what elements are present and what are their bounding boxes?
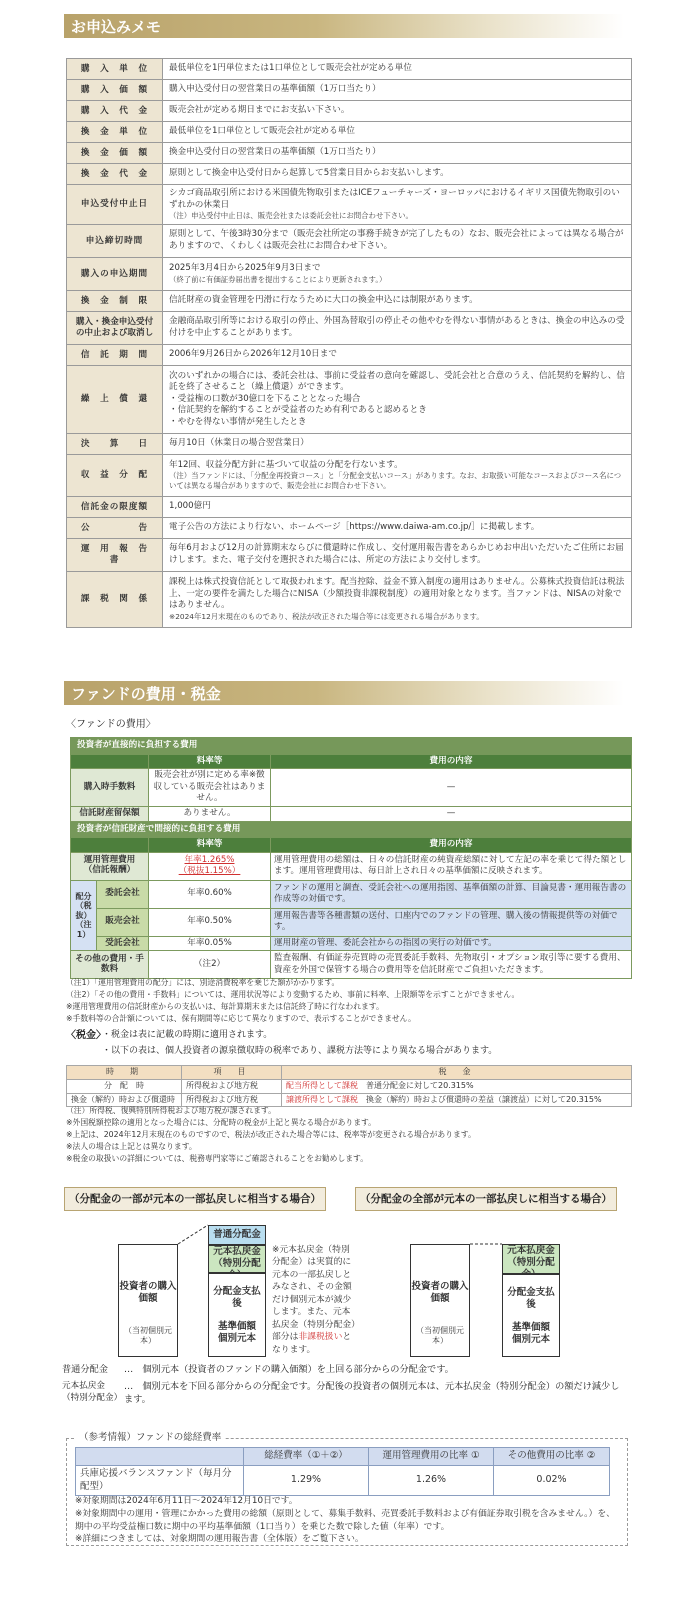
note-line: ※法人の場合は上記とは異なります。 [66,1142,197,1152]
note-line: ※対象期間中の運用・管理にかかった費用の総額（原則として、募集手数料、売買委託手数料および有価証券取引税を含みません。）を、期中の平均受益権口数に期中の平均基準価額（1口当り）を乗じた数で除した値（年率）です。 [75,1508,615,1532]
fee-content: — [271,806,632,821]
dist-right-title: （分配金の全部が元本の一部払戻しに相当する場合） [355,1187,617,1211]
fee-key: （信託報酬） [83,865,136,876]
fee-content: 運用報告書等各種書類の送付、口座内でのファンドの管理、購入後の情報提供等の対価です。 [271,908,632,936]
tax-rate: 普通分配金に対して20.315% [366,1080,474,1090]
memo-key: 繰 上 償 還 [67,366,163,434]
fee-band-indirect: 投資者が信託財産で間接的に負担する費用 [71,821,632,838]
note-line: ※外国税額控除の適用となった場合には、分配時の税金が上記と異なる場合があります。 [66,1118,376,1128]
note-line: ※上記は、2024年12月末現在のものですので、税法が改正された場合等には、税率等が変更される場合があります。 [66,1130,476,1140]
column-header: 料率等 [149,754,271,769]
refund-explanation [272,1244,358,1356]
fee-content: 監査報酬、有価証券売買時の売買委託手数料、先物取引・オプション取引等に要する費用、資産を外国で保管する場合の費用等を信託財産でご負担いただきます。 [271,951,632,979]
expl-text: となります。 [272,1332,352,1355]
column-header: その他費用の比率 ② [494,1448,610,1466]
column-header: 費用の内容 [271,754,632,769]
list-item: ・信託契約を解約することが受益者のため有利であると認めるとき [169,405,427,416]
column-header: 項 目 [182,1066,282,1080]
def-normal-value: … 個別元本（投資者のファンドの購入価額）を上回る部分からの分配金です。 [124,1364,454,1375]
list-item: ・受益権の口数が30億口を下ることとなった場合 [169,393,361,404]
memo-value: 原則として換金申込受付日から起算して5営業日目からお支払いします。 [163,164,632,185]
investor-box-left [118,1244,178,1357]
memo-key: 申込締切時間 [67,225,163,258]
note-line: ※運用管理費用の信託財産からの支払いは、毎計算期末または信託終了時に行なわれます。 [66,1002,384,1012]
note-line: （注2）「その他の費用・手数料」については、運用状況等により変動するため、事前に料率、上限額等を示すことができません。 [66,990,520,1000]
memo-note: （注）当ファンドには、「分配金再投資コース」と「分配金支払いコース」があります。なお、お取扱い可能なコースおよびコース名については異なる場合がありますので、販売会社にお問合わせ下さい。 [169,471,622,491]
memo-key: 購 入 代 金 [67,101,163,122]
total-expense-ratio: 1.29% [244,1465,369,1496]
memo-value: シカゴ商品取引所における米国債先物取引またはICEフューチャーズ・ヨーロッパにおけるイギリス国債先物取引のいずれかの休業日 [169,187,620,210]
dist-left-title: （分配金の一部が元本の一部払戻しに相当する場合） [64,1187,326,1211]
after-label: 分配金支払後 [213,1286,261,1310]
fee-content: 運用管理費用の総額は、日々の信託財産の純資産総額に対して左記の率を乗じて得た額とします。運用管理費用は、毎日計上され日々の基準価額に反映されます。 [271,852,632,880]
fees-section-title: ファンドの費用・税金 [64,681,624,705]
after-label: 分配金支払後 [507,1287,555,1311]
memo-key: 運 用 報 告 書 [67,539,163,572]
memo-key: 換 金 代 金 [67,164,163,185]
base-price-label: 基準価額 [217,1320,256,1332]
def-refund-key: 元本払戻金（特別分配金） [62,1381,123,1404]
fee-content: 運用財産の管理、委託会社からの指図の実行の対価です。 [271,936,632,951]
fee-key: 運用管理費用 [83,855,136,866]
normal-distribution-block: 普通分配金 [208,1225,266,1245]
memo-value: 毎月10日（休業日の場合翌営業日） [163,434,632,455]
tax-label: 〈税金〉 [66,1030,106,1041]
note-line: ※対象期間は2024年6月11日～2024年12月10日です。 [75,1496,298,1506]
column-header: 運用管理費用の比率 ① [369,1448,494,1466]
tax-rate: 換金（解約）時および償還時の差益（譲渡益）に対して20.315% [366,1094,602,1104]
memo-key: 信 託 期 間 [67,345,163,366]
note-line: ※詳細につきましては、対象期間の運用報告書（全体版）をご覧下さい。 [75,1534,364,1545]
individual-principal-label: 個別元本 [217,1333,256,1345]
memo-key: 購 入 単 位 [67,59,163,80]
note-line: ※税金の取扱いの詳細については、税務専門家等にご確認されることをお勧めします。 [66,1154,369,1164]
column-header: 時 期 [67,1066,182,1080]
tax-type: 譲渡所得として課税 [286,1094,358,1104]
def-refund-value: … 個別元本を下回る部分からの分配金です。分配後の投資者の個別元本は、元本払戻金（特別分配金）の額だけ減少します。 [124,1381,620,1406]
dashed-connector [178,1225,208,1244]
fee-rate: 販売会社が別に定める率※徴収している販売会社はありません。 [149,769,271,807]
memo-key: 公 告 [67,518,163,539]
tax-item: 所得税および地方税 [182,1093,282,1107]
fee-key: 信託財産留保額 [71,806,149,821]
memo-value: 原則として、午後3時30分まで（販売会社所定の事務手続きが完了したもの）なお、販売会社によっては異なる場合がありますので、くわしくは販売会社にお問合わせ下さい。 [163,225,632,258]
memo-value: 1,000億円 [163,497,632,518]
note-line: ※手数料等の合計額については、保有期間等に応じて異なりますので、表示することができません。 [66,1014,416,1024]
base-price-label: 基準価額 [511,1321,550,1333]
def-normal-key: 普通分配金 [62,1364,108,1375]
memo-key: 購 入 価 額 [67,80,163,101]
memo-key: 信託金の限度額 [67,497,163,518]
memo-value: 課税上は株式投資信託として取扱われます。配当控除、益金不算入制度の適用はありません。公募株式投資信託は税法上、一定の要件を満たした場合にNISA（少額投資非課税制度）の適用対象となります。当ファンドは、NISAの対象ではありません。 [169,577,625,611]
memo-key: 購入の申込期間 [67,258,163,291]
expl-text: ※元本払戻金（特別分配金）は実質的に元本の一部払戻しとみなされ、その金額だけ個別元本が減少します。また、元本払戻金（特別分配金）部分は [272,1245,356,1343]
memo-note: （注）申込受付中止日は、販売会社または委託会社にお問合わせ下さい。 [169,211,413,221]
column-header: 料率等 [149,838,271,853]
memo-value: 電子公告の方法により行ない、ホームページ［https://www.daiwa-am.co.jp/］に掲載します。 [163,518,632,539]
table-row [76,1448,610,1466]
memo-value: 信託財産の資金管理を円滑に行なうために大口の換金申込には制限があります。 [163,291,632,312]
tax-item: 所得税および地方税 [182,1079,282,1093]
fee-key: 委託会社 [97,880,149,908]
fund-name: 兵庫応援バランスファンド（毎月分配型） [76,1465,244,1496]
list-item: ・やむを得ない事情が発生したとき [169,416,307,427]
fees-subtitle: 〈ファンドの費用〉 [66,719,156,730]
fee-rate: 年率0.60% [149,880,271,908]
investor-label: 投資者の購入価額 [119,1281,177,1305]
reference-notes [75,1495,615,1546]
memo-key: 換 金 単 位 [67,122,163,143]
fee-rate: 年率0.05% [149,936,271,951]
column-header: 税 金 [282,1066,632,1080]
memo-key: 収 益 分 配 [67,455,163,497]
investor-label: 投資者の購入価額 [411,1281,469,1305]
memo-section-title: お申込みメモ [64,14,624,38]
fee-rate: 年率1.265% [184,854,235,865]
fee-rate: 年率0.50% [149,908,271,936]
memo-note: ※2024年12月末現在のものであり、税法が改正された場合等には変更される場合があります。 [169,611,484,621]
reference-title: （参考情報）ファンドの総経費率 [75,1432,225,1445]
expl-highlight: 非課税扱い [298,1332,343,1343]
memo-value: 販売会社が定める期日までにお支払い下さい。 [163,101,632,122]
memo-value: 最低単位を1円単位または1口単位として販売会社が定める単位 [163,59,632,80]
fee-content: ファンドの運用と調査、受託会社への運用指図、基準価額の計算、目論見書・運用報告書の作成等の対価です。 [271,880,632,908]
memo-value: 金融商品取引所等における取引の停止、外国為替取引の停止その他やむを得ない事情があるときは、換金の申込みの受付けを中止することがあります。 [163,312,632,345]
other-expense-ratio: 0.02% [494,1465,610,1496]
note-line: （注）所得税、復興特別所得税および地方税が課されます。 [66,1106,276,1115]
allocation-label: 配分（税抜）（注1） [71,880,97,951]
memo-value: 年12回、収益分配方針に基づいて収益の分配を行ないます。 [169,459,403,470]
tax-timing: 分 配 時 [67,1079,182,1093]
after-box-left [208,1273,266,1357]
memo-value: 2025年3月4日から2025年9月3日まで [169,263,321,274]
memo-key: 購入・換金申込受付の中止および取消し [67,312,163,345]
memo-key: 課 税 関 係 [67,572,163,628]
memo-value: 2006年9月26日から2026年12月10日まで [163,345,632,366]
fee-key: 受託会社 [97,936,149,951]
after-box-right [502,1274,560,1357]
fee-key: 購入時手数料 [71,769,149,807]
original-label: （当初個別元本） [124,1325,172,1346]
memo-key: 換 金 価 額 [67,143,163,164]
column-header: 費用の内容 [271,838,632,853]
note-line: （注1）「運用管理費用の配分」には、別途消費税率を乗じた額がかかります。 [66,978,340,987]
tax-timing: 換金（解約）時および償還時 [67,1093,182,1107]
memo-value: 換金申込受付日の翌営業日の基準価額（1万口当たり） [163,143,632,164]
reference-box [66,1432,628,1546]
tax-bullet: ・以下の表は、個人投資者の源泉徴収時の税率であり、課税方法等により異なる場合があります。 [102,1046,498,1056]
refund-block-left: 元本払戻金（特別分配 [208,1245,266,1273]
refund-block-right: 元本払戻金（特別分配 [502,1244,560,1274]
memo-value: 次のいずれかの場合には、委託会社は、事前に受益者の意向を確認し、受託会社と合意のうえ、信託契約を解約し、信託を終了させること（繰上償還）ができます。 [169,370,625,393]
memo-value: 毎年6月および12月の計算期末ならびに償還時に作成し、交付運用報告書をあらかじめお申出いただいたご住所にお届けします。また、電子交付を選択された場合には、所定の方法により交付します。 [163,539,632,572]
fee-band-direct: 投資者が直接的に負担する費用 [71,738,632,755]
management-fee-ratio: 1.26% [369,1465,494,1496]
tax-bullet: ・税金は表に記載の時期に適用されます。 [102,1030,273,1040]
fee-rate: ありません。 [149,806,271,821]
fee-rate: （税抜1.15%） [178,866,241,877]
memo-value: 購入申込受付日の翌営業日の基準価額（1万口当たり） [163,80,632,101]
column-header [76,1448,244,1466]
tax-type: 配当所得として課税 [286,1080,358,1090]
individual-principal-label: 個別元本 [511,1334,550,1346]
original-label: （当初個別元本） [416,1325,464,1346]
memo-key: 決 算 日 [67,434,163,455]
expense-ratio-table [75,1447,610,1496]
table-row [76,1465,610,1496]
investor-box-right [410,1244,470,1357]
fee-content: — [271,769,632,807]
fee-key: その他の費用・手数料 [71,951,149,979]
column-header: 総経費率（①＋②） [244,1448,369,1466]
fee-key: 販売会社 [97,908,149,936]
memo-key: 申込受付中止日 [67,185,163,225]
memo-key: 換 金 制 限 [67,291,163,312]
memo-note: （終了前に有価証券届出書を提出することにより更新されます。） [169,274,387,284]
memo-value: 最低単位を1口単位として販売会社が定める単位 [163,122,632,143]
fee-rate: （注2） [149,951,271,979]
